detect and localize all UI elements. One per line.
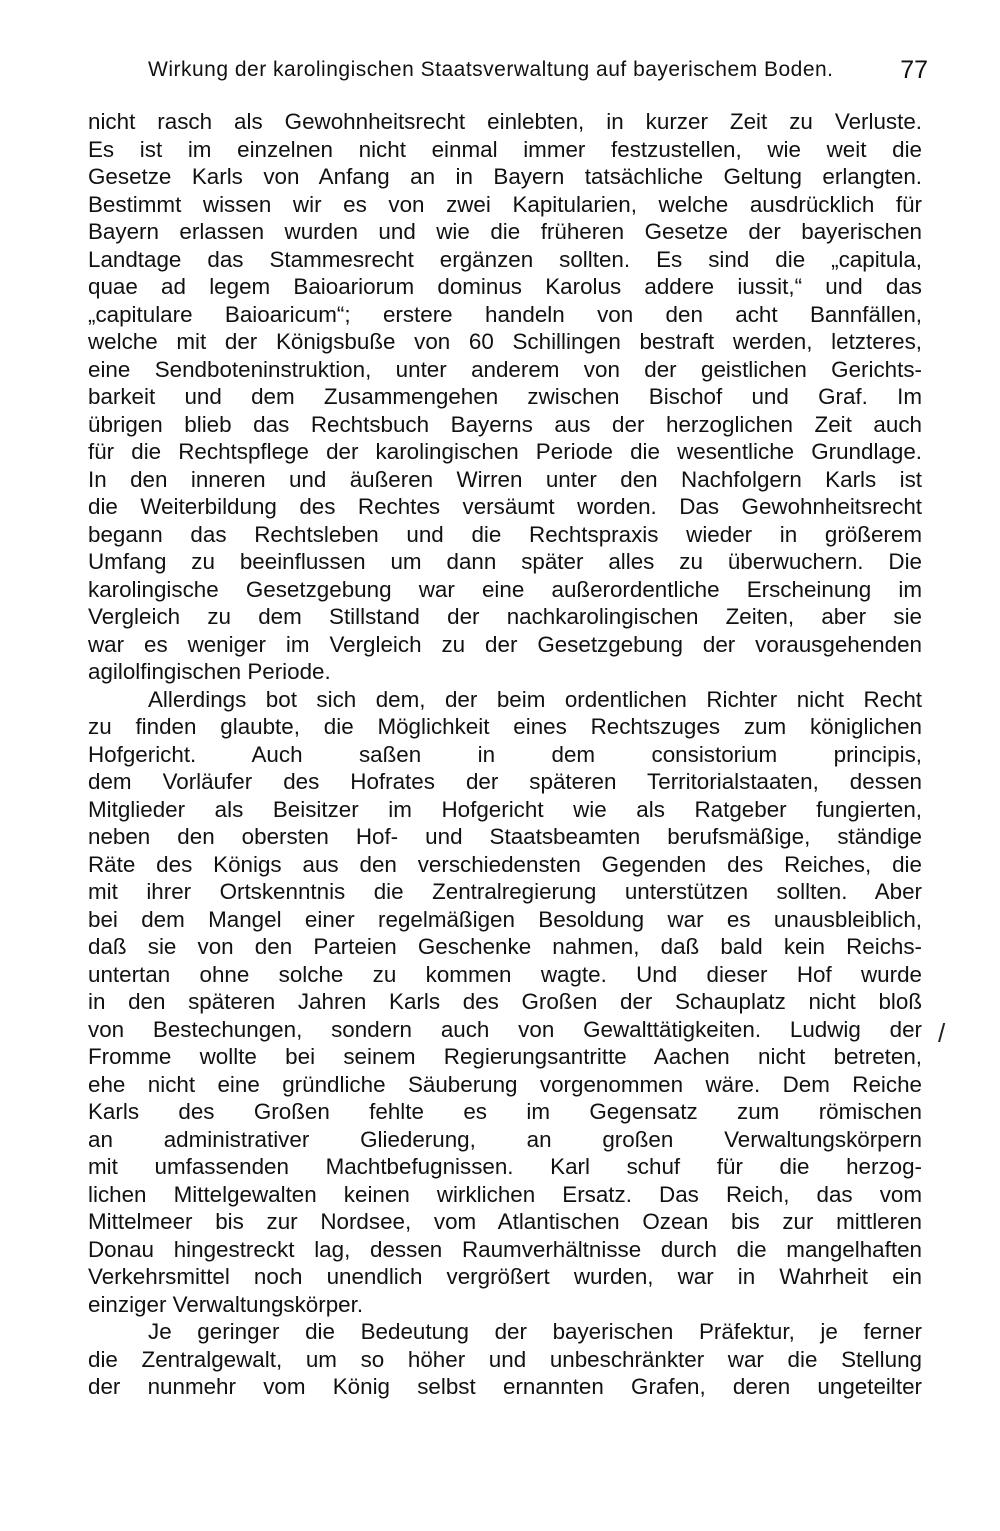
text-line: Mitglieder als Beisitzer im Hofgericht wie als Ratgeber fungierten,: [88, 796, 922, 822]
text-line: Karls des Großen fehlte es im Gegensatz zum römischen: [88, 1099, 922, 1124]
text-line: Mittelmeer bis zur Nordsee, vom Atlantischen Ozean bis zur mittleren: [88, 1209, 922, 1234]
text-line: war es weniger im Vergleich zu der Gesetzgebung der vorausgehenden: [88, 631, 922, 657]
text-line: neben den obersten Hof- und Staatsbeamten berufsmäßige, ständige: [88, 824, 922, 849]
text-line: „capitulare Baioaricum“; erstere handeln von den acht Bannfällen,: [88, 301, 922, 327]
text-line: lichen Mittelgewalten keinen wirklichen Ersatz. Das Reich, das vom: [88, 1181, 922, 1207]
running-title: Wirkung der karolingischen Staatsverwaltung auf bayerischem Boden.: [148, 58, 834, 81]
text-line: Donau hingestreckt lag, dessen Raumverhältnisse durch die mangelhaften: [88, 1236, 922, 1262]
page-number: 77: [900, 56, 928, 84]
text-line: Vergleich zu dem Stillstand der nachkarolingischen Zeiten, aber sie: [88, 604, 922, 629]
text-line: die Weiterbildung des Rechtes versäumt worden. Das Gewohnheitsrecht: [88, 494, 922, 519]
text-line: dem Vorläufer des Hofrates der späteren Territorialstaaten, dessen: [88, 769, 922, 794]
text-line: Bestimmt wissen wir es von zwei Kapitularien, welche ausdrücklich für: [88, 191, 922, 217]
page-header: [148, 56, 928, 90]
text-line: Räte des Königs aus den verschiedensten Gegenden des Reiches, die: [88, 851, 922, 877]
text-line: bei dem Mangel einer regelmäßigen Besoldung war es unausbleiblich,: [88, 906, 922, 932]
text-line: nicht rasch als Gewohnheitsrecht einlebten, in kurzer Zeit zu Verluste.: [88, 109, 922, 134]
text-line: Fromme wollte bei seinem Regierungsantritte Aachen nicht betreten,: [88, 1044, 922, 1069]
text-line: Allerdings bot sich dem, der beim ordentlichen Richter nicht Recht: [148, 686, 922, 712]
text-line: quae ad legem Baioariorum dominus Karolus addere iussit,“ und das: [88, 274, 922, 299]
text-line: karolingische Gesetzgebung war eine außerordentliche Erscheinung im: [88, 576, 922, 602]
text-line: für die Rechtspflege der karolingischen Periode die wesentliche Grundlage.: [88, 439, 922, 464]
text-line: Es ist im einzelnen nicht einmal immer festzustellen, wie weit die: [88, 136, 922, 162]
text-line: Landtage das Stammesrecht ergänzen sollten. Es sind die „capitula,: [88, 246, 922, 272]
body-text: [88, 108, 922, 1401]
text-line: begann das Rechtsleben und die Rechtspraxis wieder in größerem: [88, 521, 922, 547]
text-line: von Bestechungen, sondern auch von Gewalttätigkeiten. Ludwig der: [88, 1016, 922, 1042]
text-line: ehe nicht eine gründliche Säuberung vorgenommen wäre. Dem Reiche: [88, 1071, 922, 1097]
text-line: einziger Verwaltungskörper.: [88, 1291, 364, 1317]
text-line: an administrativer Gliederung, an großen Verwaltungskörpern: [88, 1126, 922, 1152]
text-line: Bayern erlassen wurden und wie die früheren Gesetze der bayerischen: [88, 219, 922, 244]
text-line: mit umfassenden Machtbefugnissen. Karl schuf für die herzog-: [88, 1154, 922, 1179]
text-line: Hofgericht. Auch saßen in dem consistorium principis,: [88, 741, 922, 767]
text-line: welche mit der Königsbuße von 60 Schillingen bestraft werden, letzteres,: [88, 329, 922, 354]
text-line: Je geringer die Bedeutung der bayerischen Präfektur, je ferner: [148, 1319, 922, 1344]
text-line: Gesetze Karls von Anfang an in Bayern tatsächliche Geltung erlangten.: [88, 164, 922, 189]
text-line: in den späteren Jahren Karls des Großen der Schauplatz nicht bloß: [88, 989, 922, 1014]
text-line: agilolfingischen Periode.: [88, 659, 331, 684]
text-line: daß sie von den Parteien Geschenke nahmen, daß bald kein Reichs-: [88, 934, 922, 959]
text-line: übrigen blieb das Rechtsbuch Bayerns aus der herzoglichen Zeit auch: [88, 411, 922, 437]
text-line: mit ihrer Ortskenntnis die Zentralregierung unterstützen sollten. Aber: [88, 879, 922, 904]
text-line: zu finden glaubte, die Möglichkeit eines Rechtszuges zum königlichen: [88, 714, 922, 739]
text-line: untertan ohne solche zu kommen wagte. Und dieser Hof wurde: [88, 961, 922, 987]
text-line: die Zentralgewalt, um so höher und unbeschränkter war die Stellung: [88, 1346, 922, 1372]
text-line: Verkehrsmittel noch unendlich vergrößert wurden, war in Wahrheit ein: [88, 1264, 922, 1289]
text-line: barkeit und dem Zusammengehen zwischen Bischof und Graf. Im: [88, 384, 922, 409]
margin-check-mark: /: [938, 1018, 946, 1048]
text-line: eine Sendboteninstruktion, unter anderem von der geistlichen Gerichts-: [88, 356, 922, 382]
text-line: Umfang zu beeinflussen um dann später alles zu überwuchern. Die: [88, 549, 922, 574]
text-line: der nunmehr vom König selbst ernannten Grafen, deren ungeteilter: [88, 1374, 922, 1399]
text-line: In den inneren und äußeren Wirren unter den Nachfolgern Karls ist: [88, 466, 922, 492]
